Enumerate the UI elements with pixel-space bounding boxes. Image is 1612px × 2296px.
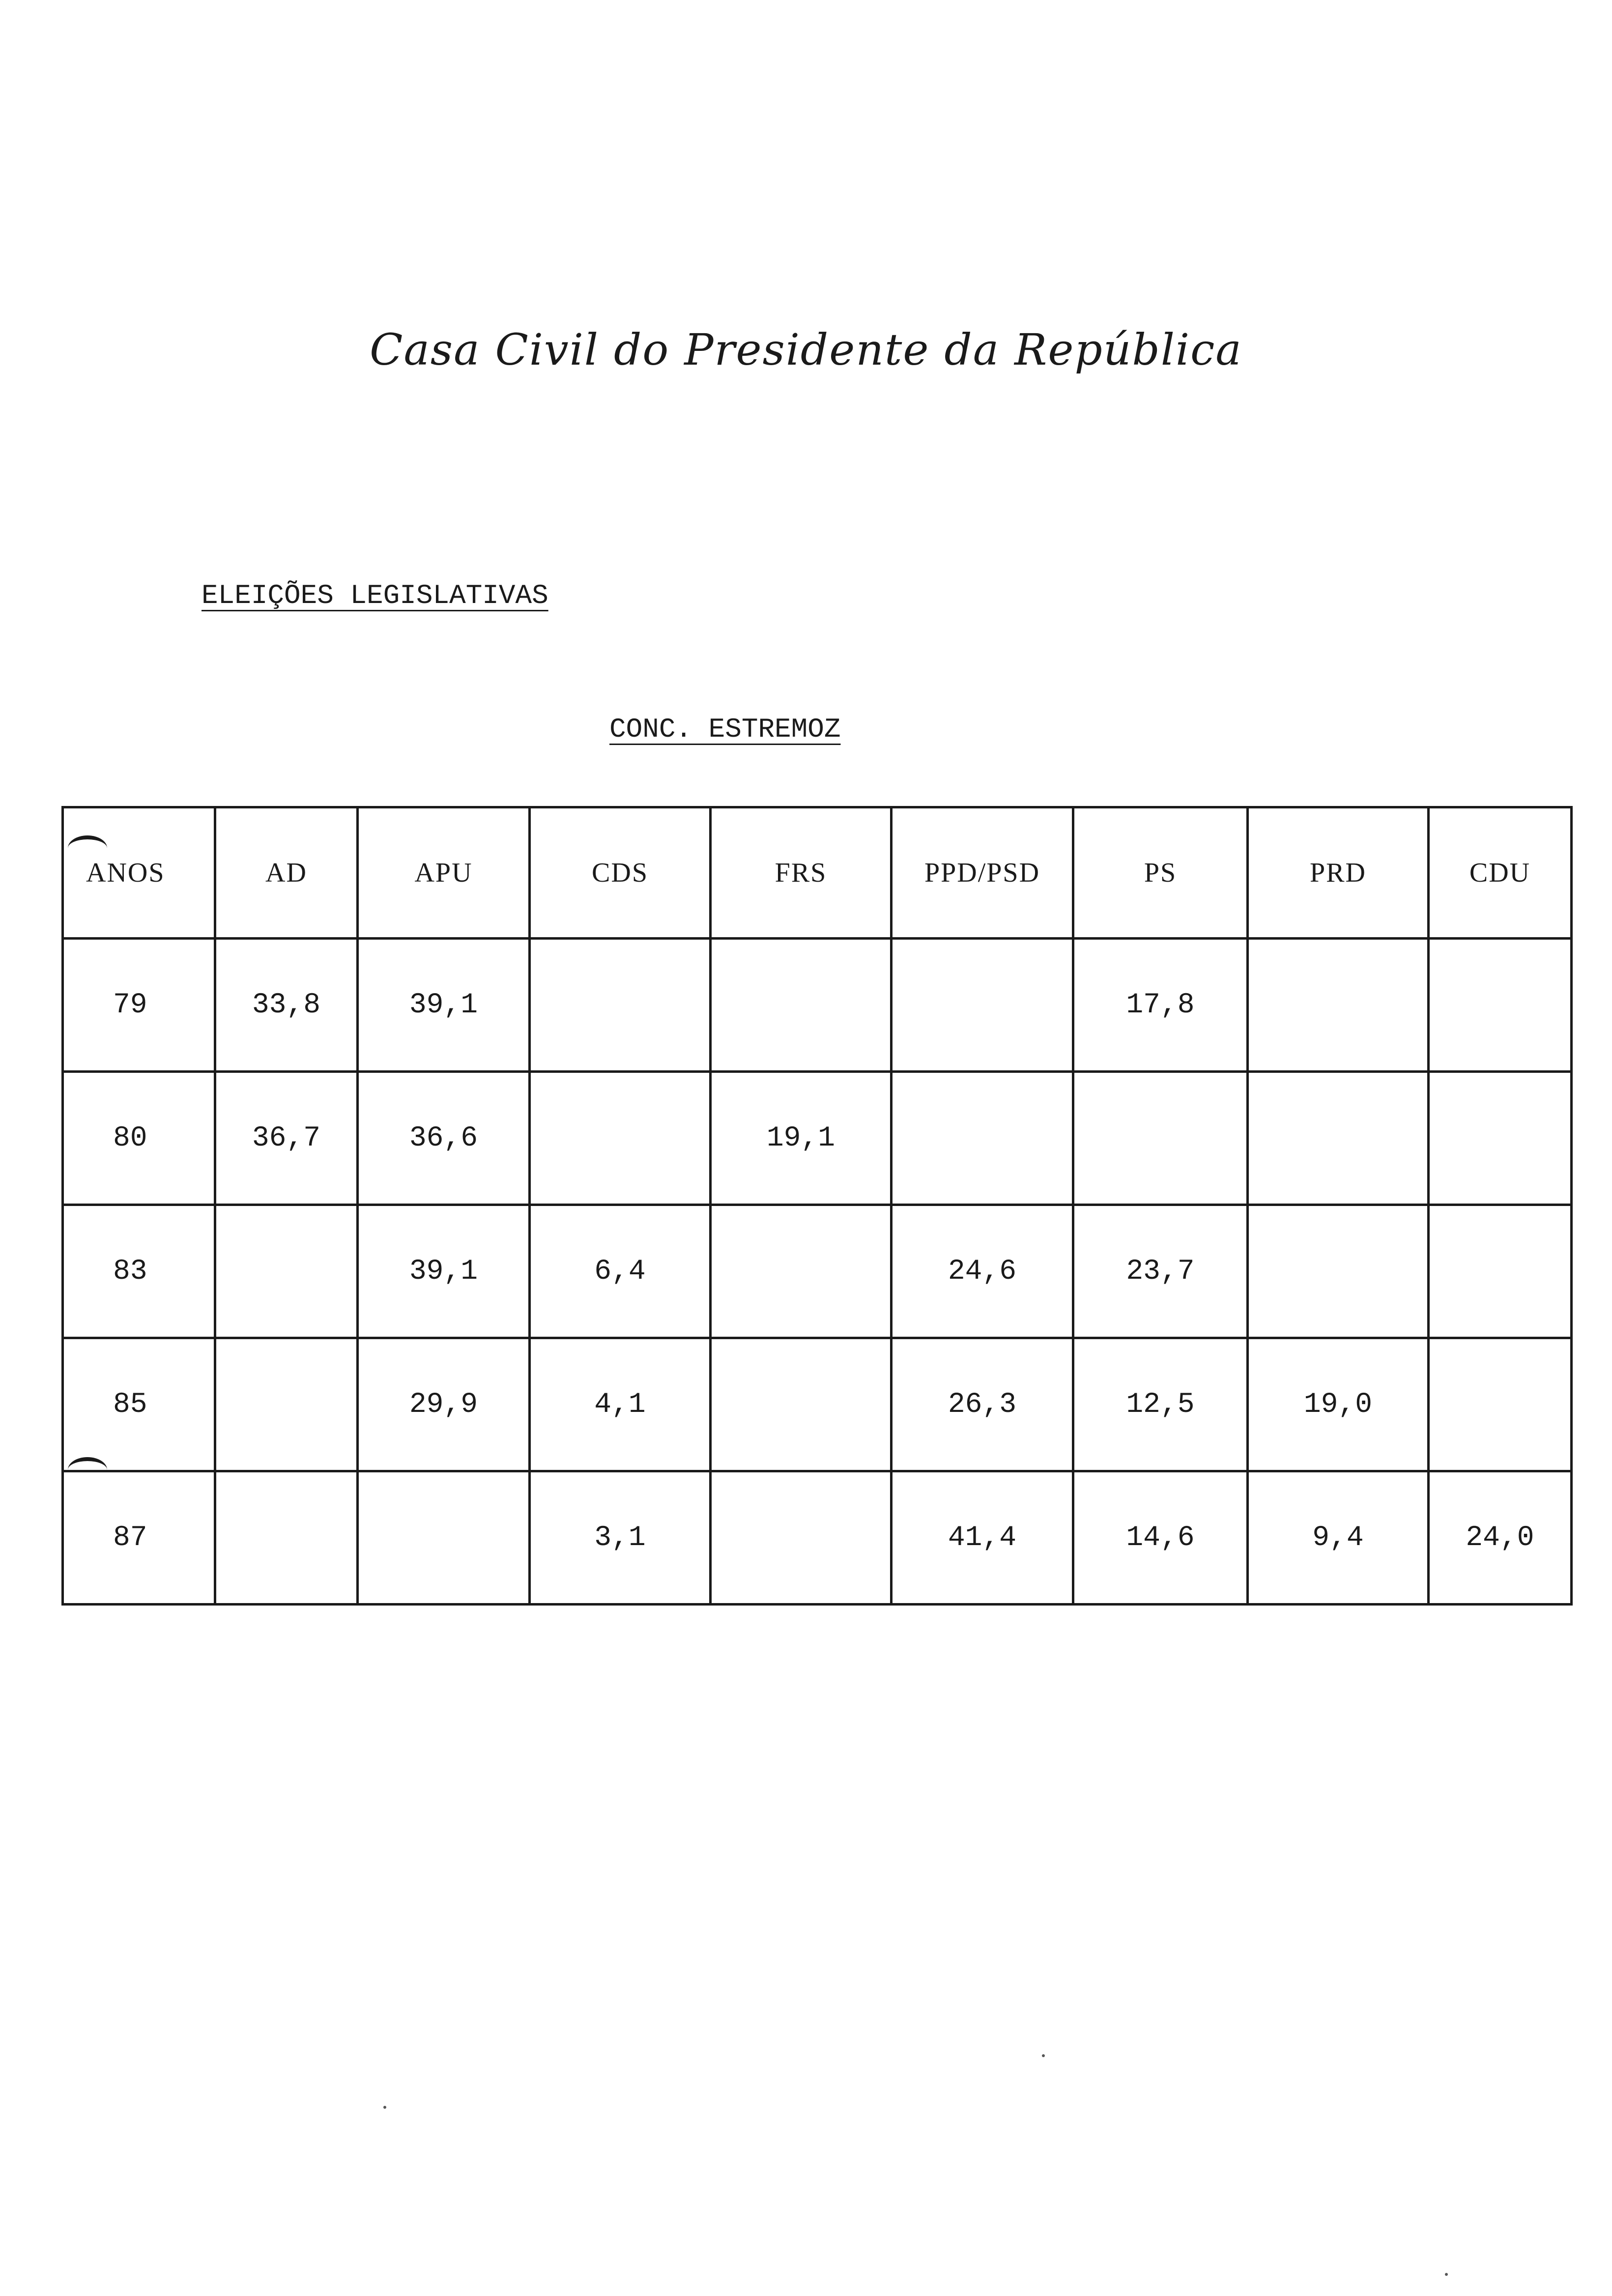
table-row: [63, 1072, 1572, 1205]
table-cell: [711, 1471, 892, 1605]
table-cell: 39,1: [358, 939, 530, 1072]
table-cell: 36,6: [358, 1072, 530, 1205]
table-cell: [1429, 939, 1572, 1072]
table-cell: 19,1: [711, 1072, 892, 1205]
table-cell: [358, 1471, 530, 1605]
table-cell: 9,4: [1248, 1471, 1429, 1605]
table-cell: [1073, 1072, 1248, 1205]
table-cell: [530, 939, 711, 1072]
table-cell: [1248, 1205, 1429, 1338]
table-cell: [1429, 1072, 1572, 1205]
table-cell: 23,7: [1073, 1205, 1248, 1338]
table-cell: 3,1: [530, 1471, 711, 1605]
table-cell: [215, 1338, 358, 1471]
table-cell: 39,1: [358, 1205, 530, 1338]
table-row: [63, 1338, 1572, 1471]
column-header: ANOS: [63, 807, 215, 939]
table-cell: [1248, 1072, 1429, 1205]
table-cell: 4,1: [530, 1338, 711, 1471]
table-cell: [711, 939, 892, 1072]
page-title: ELEIÇÕES LEGISLATIVAS: [202, 580, 548, 611]
table-cell: [892, 1072, 1073, 1205]
table-cell: [215, 1471, 358, 1605]
year-cell: 80: [63, 1072, 215, 1205]
scan-speck: [1042, 2054, 1045, 2057]
results-table: [61, 806, 1573, 1606]
table-cell: [892, 939, 1073, 1072]
table-cell: [1248, 939, 1429, 1072]
column-header: CDU: [1429, 807, 1572, 939]
page-subtitle: CONC. ESTREMOZ: [609, 714, 841, 745]
table-cell: 24,6: [892, 1205, 1073, 1338]
table-cell: [215, 1205, 358, 1338]
column-header: FRS: [711, 807, 892, 939]
scan-speck: [383, 2106, 386, 2109]
year-cell: 87: [63, 1471, 215, 1605]
table-row: [63, 939, 1572, 1072]
table-cell: [1429, 1205, 1572, 1338]
column-header: PRD: [1248, 807, 1429, 939]
column-header: CDS: [530, 807, 711, 939]
table-cell: 6,4: [530, 1205, 711, 1338]
header-row: [63, 807, 1572, 939]
column-header: AD: [215, 807, 358, 939]
table-cell: 26,3: [892, 1338, 1073, 1471]
scan-speck: [1445, 2273, 1448, 2276]
table-cell: [1429, 1338, 1572, 1471]
letterhead: Casa Civil do Presidente da República: [370, 324, 1242, 375]
table-row: [63, 1471, 1572, 1605]
table-cell: [711, 1338, 892, 1471]
table-cell: [711, 1205, 892, 1338]
year-cell: 85: [63, 1338, 215, 1471]
table-cell: 17,8: [1073, 939, 1248, 1072]
table-cell: 29,9: [358, 1338, 530, 1471]
table-cell: 36,7: [215, 1072, 358, 1205]
year-cell: 79: [63, 939, 215, 1072]
column-header: PS: [1073, 807, 1248, 939]
year-cell: 83: [63, 1205, 215, 1338]
table-row: [63, 1205, 1572, 1338]
table-cell: 19,0: [1248, 1338, 1429, 1471]
table-cell: 33,8: [215, 939, 358, 1072]
table-cell: 12,5: [1073, 1338, 1248, 1471]
table-cell: 24,0: [1429, 1471, 1572, 1605]
table-cell: 41,4: [892, 1471, 1073, 1605]
column-header: PPD/PSD: [892, 807, 1073, 939]
column-header: APU: [358, 807, 530, 939]
table-cell: [530, 1072, 711, 1205]
table-cell: 14,6: [1073, 1471, 1248, 1605]
